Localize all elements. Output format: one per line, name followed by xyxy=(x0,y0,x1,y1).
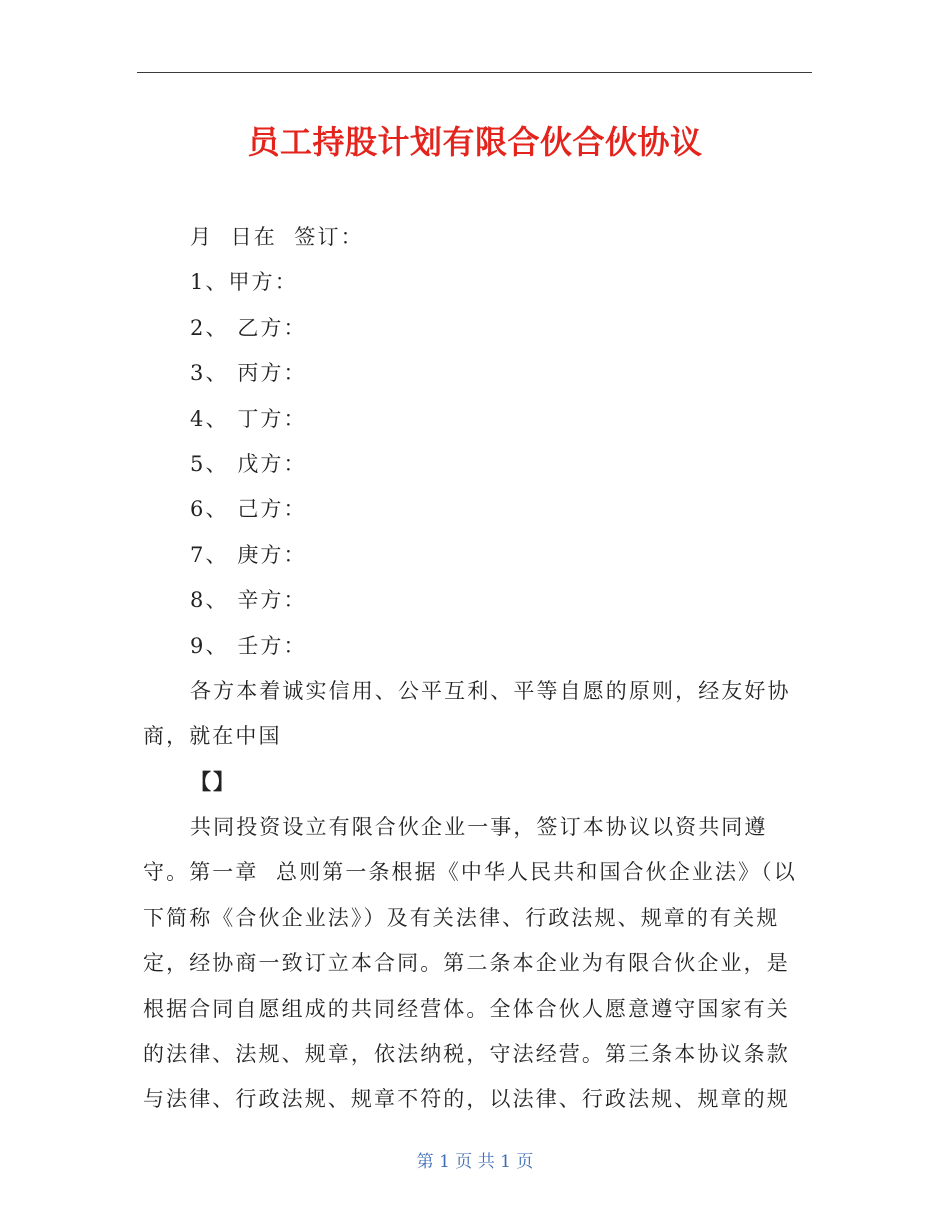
party-line: 5、 戊方： xyxy=(190,451,307,476)
party-line: 2、 乙方： xyxy=(190,315,307,340)
paragraph-line: 各方本着诚实信用、公平互利、平等自愿的原则，经友好协 xyxy=(190,678,791,703)
signing-date-line: 月 日在 签订： xyxy=(190,225,364,249)
party-line: 1、甲方： xyxy=(190,270,298,295)
header-divider xyxy=(137,72,812,73)
paragraph-line: 守。第一章 总则第一条根据《中华人民共和国合伙企业法》（以 xyxy=(143,860,797,885)
paragraph-line: 的法律、法规、规章，依法纳税，守法经营。第三条本协议条款 xyxy=(143,1042,790,1067)
page-number-footer: 第 1 页 共 1 页 xyxy=(416,1152,534,1172)
paragraph-line: 商，就在中国 xyxy=(143,724,282,749)
bracket-placeholder: 【】 xyxy=(190,769,237,794)
paragraph-line: 根据合同自愿组成的共同经营体。全体合伙人愿意遵守国家有关 xyxy=(143,996,790,1021)
paragraph-line: 共同投资设立有限合伙企业一事，签订本协议以资共同遵 xyxy=(190,815,768,840)
party-line: 4、 丁方： xyxy=(190,406,307,431)
party-line: 7、 庚方： xyxy=(190,542,307,567)
document-title: 员工持股计划有限合伙合伙协议 xyxy=(247,123,703,161)
party-line: 8、 辛方： xyxy=(190,588,307,613)
paragraph-line: 与法律、行政法规、规章不符的，以法律、行政法规、规章的规 xyxy=(143,1087,790,1112)
party-line: 6、 己方： xyxy=(190,497,307,522)
party-line: 3、 丙方： xyxy=(190,361,307,386)
paragraph-line: 下简称《合伙企业法》）及有关法律、行政法规、规章的有关规 xyxy=(143,905,780,930)
document-body xyxy=(143,215,813,1123)
paragraph-line: 定，经协商一致订立本合同。第二条本企业为有限合伙企业，是 xyxy=(143,951,790,976)
party-line: 9、 壬方： xyxy=(190,633,307,658)
